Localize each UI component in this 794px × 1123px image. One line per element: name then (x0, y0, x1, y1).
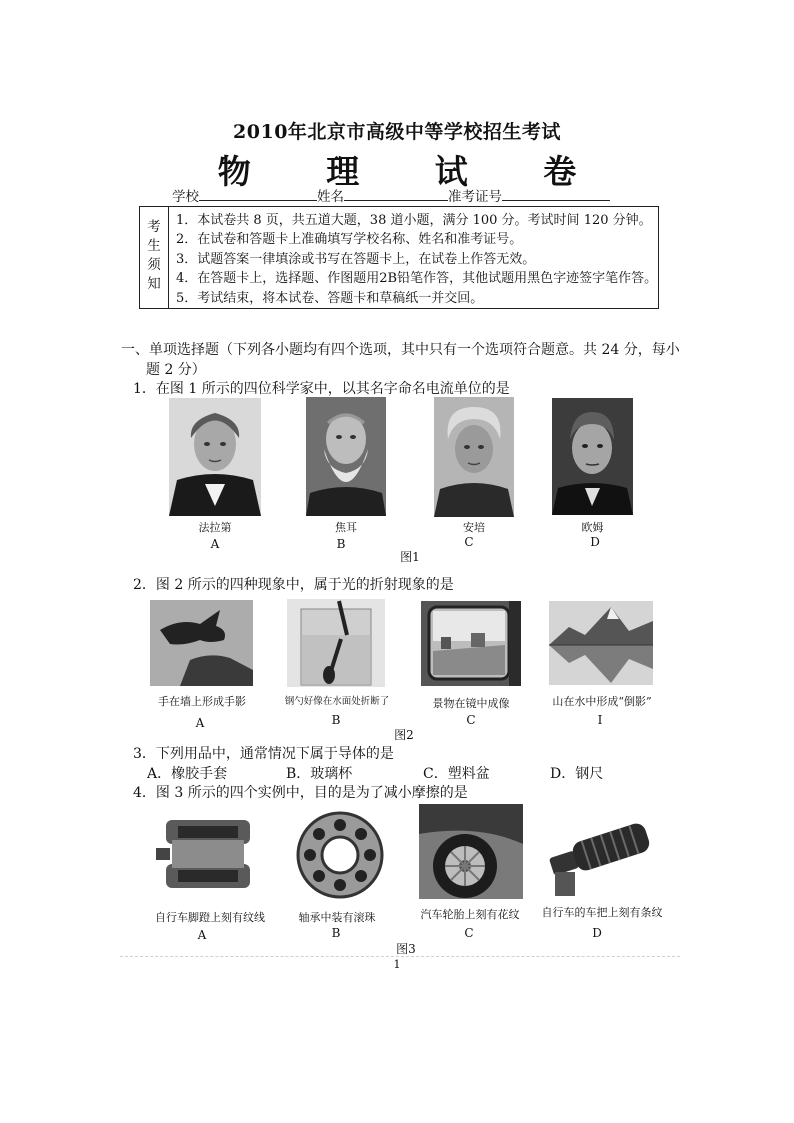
question-4-stem: 4．图 3 所示的四个实例中，目的是为了减小摩擦的是 (133, 785, 468, 801)
q1-caption-b: 焦耳 (335, 521, 357, 534)
question-2-stem: 2．图 2 所示的四种现象中，属于光的折射现象的是 (133, 577, 454, 593)
name-blank[interactable] (344, 186, 448, 201)
q4-caption-c: 汽车轮胎上刻有花纹 (420, 908, 520, 921)
q4-caption-b: 轴承中装有滚珠 (298, 911, 376, 924)
question-1-stem: 1．在图 1 所示的四位科学家中，以其名字命名电流单位的是 (133, 381, 510, 397)
mountain-reflection-image (549, 601, 653, 685)
school-label: 学校 (172, 189, 199, 205)
school-blank[interactable] (199, 186, 317, 201)
exam-title: 2010年北京市高级中等学校招生考试 (233, 121, 561, 143)
notice-item: 3．试题答案一律填涂或书写在答题卡上，在试卷上作答无效。 (176, 251, 536, 267)
name-label: 姓名 (317, 189, 344, 205)
notice-items (176, 211, 658, 308)
q4-option-d[interactable]: D (592, 926, 602, 940)
notice-item: 4．在答题卡上，选择题、作图题用2B铅笔作答，其他试题用黑色字迹签字笔作答。 (176, 271, 658, 287)
ohm-portrait (552, 398, 633, 515)
q3-choice-c[interactable]: C．塑料盆 (423, 766, 490, 782)
notice-item: 5．考试结束，将本试卷、答题卡和草稿纸一并交回。 (176, 290, 484, 306)
bicycle-pedal-image (152, 810, 262, 896)
q2-caption-d: 山在水中形成“倒影” (552, 695, 652, 708)
page-footer-divider (120, 956, 680, 957)
car-mirror-image (421, 601, 521, 686)
section-heading-line2: 题 2 分） (146, 362, 206, 378)
joule-portrait (306, 397, 386, 516)
q1-caption-a: 法拉第 (198, 521, 232, 534)
q2-option-d[interactable]: I (597, 713, 603, 727)
q1-caption-d: 欧姆 (581, 521, 604, 534)
candidate-info-line (172, 185, 610, 205)
q3-choice-b[interactable]: B．玻璃杯 (286, 766, 353, 782)
q1-option-a[interactable]: A (210, 537, 220, 551)
id-blank[interactable] (502, 186, 610, 201)
q2-caption-c: 景物在镜中成像 (432, 697, 510, 710)
q4-option-c[interactable]: C (464, 926, 474, 940)
q4-option-b[interactable]: B (331, 926, 341, 940)
page-number: 1 (393, 958, 401, 971)
hand-shadow-image (150, 600, 253, 686)
ball-bearing-image (290, 810, 390, 900)
notice-item: 2．在试卷和答题卡上准确填写学校名称、姓名和准考证号。 (176, 232, 523, 248)
q2-option-c[interactable]: C (466, 713, 476, 727)
q3-choice-d[interactable]: D．钢尺 (550, 766, 604, 782)
q3-choice-a[interactable]: A．橡胶手套 (147, 766, 228, 782)
figure-3-label: 图3 (396, 942, 416, 956)
section-heading-line1: 一、单项选择题（下列各小题均有四个选项，其中只有一个选项符合题意。共 24 分，每小 (121, 342, 680, 358)
q2-caption-b: 钢勺好像在水面处折断了 (284, 696, 390, 707)
q4-caption-a: 自行车脚蹬上刻有纹线 (155, 911, 265, 924)
q4-caption-d: 自行车的车把上刻有条纹 (541, 906, 663, 919)
q1-option-c[interactable]: C (464, 535, 474, 549)
notice-item: 1．本试卷共 8 页，共五道大题，38 道小题，满分 100 分。考试时间 120 分钟。 (176, 213, 652, 228)
figure-2-label: 图2 (394, 728, 414, 742)
exam-subtitle: 物 理 试 卷 (217, 152, 609, 191)
q2-caption-a: 手在墙上形成手影 (158, 695, 246, 708)
q2-option-a[interactable]: A (195, 716, 205, 730)
q4-option-a[interactable]: A (197, 928, 207, 942)
q1-option-b[interactable]: B (336, 537, 346, 551)
ampere-portrait (434, 397, 514, 517)
q1-option-d[interactable]: D (590, 535, 600, 549)
faraday-portrait (169, 398, 261, 516)
question-3-stem: 3．下列用品中，通常情况下属于导体的是 (133, 746, 394, 762)
figure-1-label: 图1 (400, 550, 420, 564)
car-tire-image (419, 804, 523, 899)
notice-side-label: 考 生 须 知 (140, 207, 169, 308)
id-label: 准考证号 (448, 189, 502, 205)
bike-handlebar-grip-image (545, 812, 655, 898)
spoon-in-water-image (287, 599, 385, 687)
q1-caption-c: 安培 (463, 521, 485, 534)
q2-option-b[interactable]: B (331, 713, 341, 727)
notice-box (139, 206, 659, 309)
